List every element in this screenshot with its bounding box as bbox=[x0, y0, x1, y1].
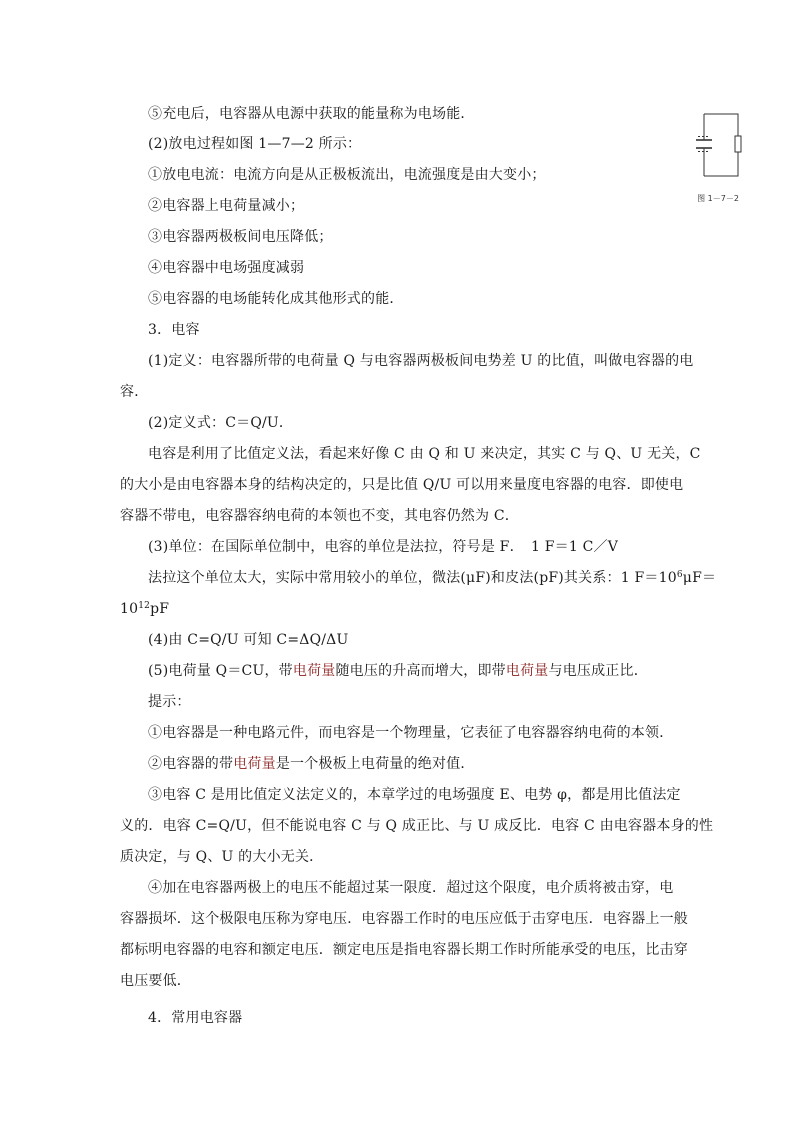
text-line: 容器不带电，电容器容纳电荷的本领也不变，其电容仍然为 C． bbox=[120, 508, 519, 524]
text-line: ①放电电流：电流方向是从正极板流出，电流强度是由大变小； bbox=[148, 167, 546, 183]
formula-line: (4)由 C=Q/U 可知 C=ΔQ/ΔU bbox=[148, 632, 349, 648]
text-line: 电压要低． bbox=[120, 973, 191, 989]
circuit-wire bbox=[704, 152, 738, 176]
circuit-diagram bbox=[692, 106, 752, 206]
text-line: ⑤电容器的电场能转化成其他形式的能． bbox=[148, 291, 404, 307]
circuit-wire bbox=[704, 114, 738, 136]
text-run: ②电容器的带 bbox=[148, 756, 234, 772]
text-line: 都标明电容器的电容和额定电压．额定电压是指电容器长期工作时所能承受的电压，比击穿 bbox=[120, 942, 688, 958]
text-line: ④电容器中电场强度减弱 bbox=[148, 260, 305, 276]
text-line: (1)定义：电容器所带的电荷量 Q 与电容器两极板间电势差 U 的比值，叫做电容器的电 bbox=[148, 353, 694, 369]
superscript: 12 bbox=[138, 601, 151, 611]
text-line bbox=[120, 599, 169, 619]
text-line bbox=[148, 568, 716, 588]
section-heading: 3．电容 bbox=[148, 322, 200, 338]
highlighted-term: 电荷量 bbox=[233, 756, 276, 772]
highlighted-term: 电荷量 bbox=[292, 663, 336, 679]
text-line: (3)单位：在国际单位制中，电容的单位是法拉，符号是 F． 1 F＝1 C／V bbox=[148, 539, 619, 555]
text-run: μF＝ bbox=[682, 570, 717, 586]
text-line bbox=[148, 754, 475, 774]
text-line: (2)放电过程如图 1—7—2 所示： bbox=[148, 136, 362, 152]
formula-line: (2)定义式：C＝Q/U． bbox=[148, 415, 294, 431]
superscript: 6 bbox=[676, 570, 683, 580]
text-run: 与电压成正比． bbox=[548, 663, 648, 679]
text-run: pF bbox=[150, 601, 170, 617]
text-line: 容器损坏．这个极限电压称为穿电压．电容器工作时的电压应低于击穿电压．电容器上一般 bbox=[120, 911, 688, 927]
resistor bbox=[735, 136, 741, 152]
text-line: 义的．电容 C=Q/U，但不能说电容 C 与 Q 成正比、与 U 成反比．电容 C 由电容器本身的性 bbox=[120, 818, 714, 834]
text-run: (5)电荷量 Q＝CU，带 bbox=[148, 663, 293, 679]
highlighted-term: 电荷量 bbox=[505, 663, 549, 679]
text-line: ①电容器是一种电路元件，而电容是一个物理量，它表征了电容器容纳电荷的本领． bbox=[148, 725, 674, 741]
text-run: 随电压的升高而增大，即带 bbox=[335, 663, 506, 679]
text-line: 电容是利用了比值定义法，看起来好像 C 由 Q 和 U 来决定，其实 C 与 Q、U 无关，C bbox=[148, 446, 701, 462]
charge-marks bbox=[698, 136, 708, 152]
text-line bbox=[148, 661, 648, 681]
text-run: 是一个极板上电荷量的绝对值． bbox=[275, 756, 475, 772]
section-heading: 4．常用电容器 bbox=[148, 1010, 243, 1026]
text-run: 10 bbox=[120, 601, 139, 617]
text-line: ②电容器上电荷量减小； bbox=[148, 198, 305, 214]
text-run: 法拉这个单位太大，实际中常用较小的单位，微法(μF)和皮法(pF)其关系：1 F＝10 bbox=[148, 570, 677, 586]
text-line: ③电容 C 是用比值定义法定义的，本章学过的电场强度 E、电势 φ，都是用比值法定 bbox=[148, 787, 681, 803]
text-line: ④加在电容器两极上的电压不能超过某一限度．超过这个限度，电介质将被击穿，电 bbox=[148, 880, 674, 896]
text-line: ⑤充电后，电容器从电源中获取的能量称为电场能． bbox=[148, 106, 475, 122]
text-line: 的大小是由电容器本身的结构决定的，只是比值 Q/U 可以用来量度电容器的电容．即使电 bbox=[120, 477, 684, 493]
text-line: 容． bbox=[120, 384, 149, 400]
text-line: 提示： bbox=[148, 694, 191, 710]
text-line: ③电容器两极板间电压降低； bbox=[148, 229, 333, 245]
text-line: 质决定，与 Q、U 的大小无关． bbox=[120, 849, 324, 865]
figure-caption: 图 1－7－2 bbox=[697, 194, 739, 203]
